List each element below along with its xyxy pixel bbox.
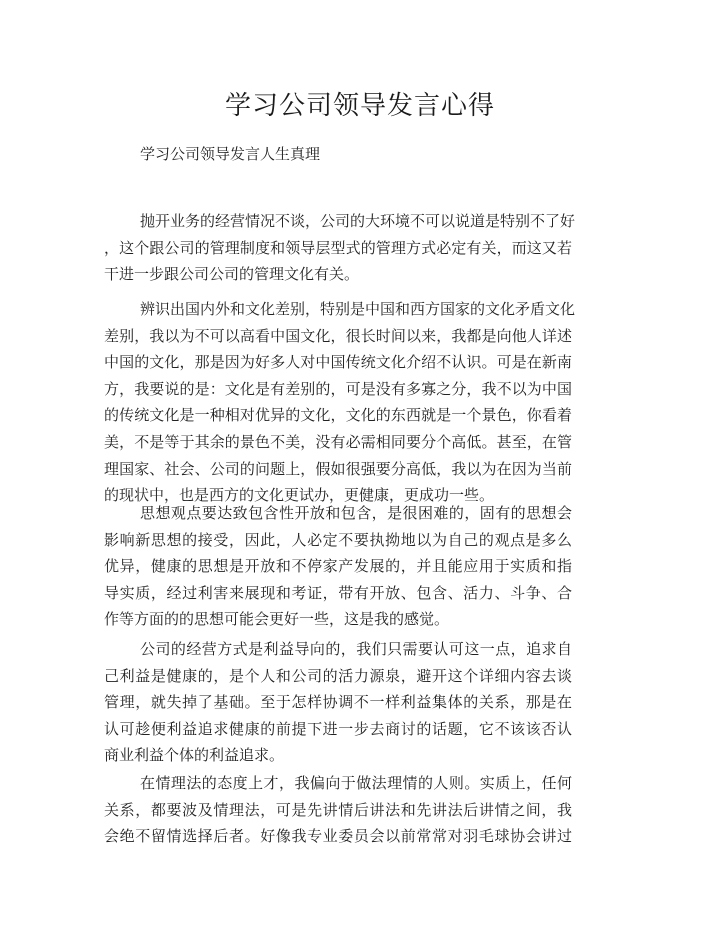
paragraph-line: ，这个跟公司的管理制度和领导层型式的管理方式必定有关，而这又若 (104, 238, 572, 257)
paragraph-line: 认可趁便利益追求健康的前提下进一步去商讨的话题，它不该该否认 (104, 719, 572, 738)
paragraph-line: 影响新思想的接受，因此，人必定不要执拗地以为自己的观点是多么 (104, 530, 572, 549)
paragraph-1 (104, 208, 576, 288)
paragraph-line: 辨识出国内外和文化差别，特别是中国和西方国家的文化矛盾文化 (140, 300, 576, 318)
page-subtitle: 学习公司领导发言人生真理 (140, 145, 321, 163)
paragraph-line: 公司的经营方式是利益导向的，我们只需要认可这一点，追求自 (140, 640, 572, 658)
paragraph-line: 关系，都要波及情理法，可是先讲情后讲法和先讲法后讲情之间，我 (104, 800, 572, 819)
paragraph-line: 在情理法的态度上才，我偏向于做法理情的人则。实质上，任何 (140, 774, 572, 792)
paragraph-line: 差别，我以为不可以高看中国文化，很长时间以来，我都是向他人详述 (104, 326, 572, 345)
page-title: 学习公司领导发言心得 (224, 91, 495, 121)
paragraph-line: 思想观点要达致包含性开放和包含，是很困难的，固有的思想会 (140, 504, 572, 522)
paragraph-line: 的传统文化是一种相对优异的文化，文化的东西就是一个景色，你看着 (104, 406, 572, 425)
paragraph-line: 会绝不留情选择后者。好像我专业委员会以前常常对羽毛球协会讲过 (104, 827, 572, 846)
paragraph-line: 优异，健康的思想是开放和不停家产发展的，并且能应用于实质和指 (104, 557, 572, 576)
paragraph-line: 商业利益个体的利益追求。 (104, 746, 285, 765)
paragraph-line: 己利益是健康的，是个人和公司的活力源泉，避开这个详细内容去谈 (104, 666, 572, 685)
paragraph-4 (104, 636, 572, 769)
paragraph-3 (104, 500, 572, 633)
paragraph-line: 理国家、社会、公司的问题上，假如很强要分高低，我以为在因为当前 (104, 459, 572, 478)
paragraph-line: 作等方面的的思想可能会更好一些，这是我的感觉。 (104, 610, 450, 629)
paragraph-line: 中国的文化，那是因为好多人对中国传统文化介绍不认识。可是在新南 (104, 353, 572, 372)
paragraph-2 (104, 296, 576, 509)
paragraph-line: 管理，就失掉了基础。至于怎样协调不一样利益集体的关系，那是在 (104, 693, 572, 712)
paragraph-line: 干进一步跟公司公司的管理文化有关。 (104, 265, 360, 284)
paragraph-line: 方，我要说的是：文化是有差别的，可是没有多寡之分，我不以为中国 (104, 379, 572, 398)
paragraph-line: 美，不是等于其余的景色不美，没有必需相同要分个高低。甚至，在管 (104, 432, 572, 451)
paragraph-line: 导实质，经过利害来展现和考证，带有开放、包含、活力、斗争、合 (104, 583, 572, 602)
paragraph-line: 的现状中，也是西方的文化更试办，更健康，更成功一些。 (104, 486, 495, 505)
paragraph-5 (104, 770, 572, 850)
paragraph-line: 抛开业务的经营情况不谈，公司的大环境不可以说道是特别不了好 (140, 212, 576, 230)
